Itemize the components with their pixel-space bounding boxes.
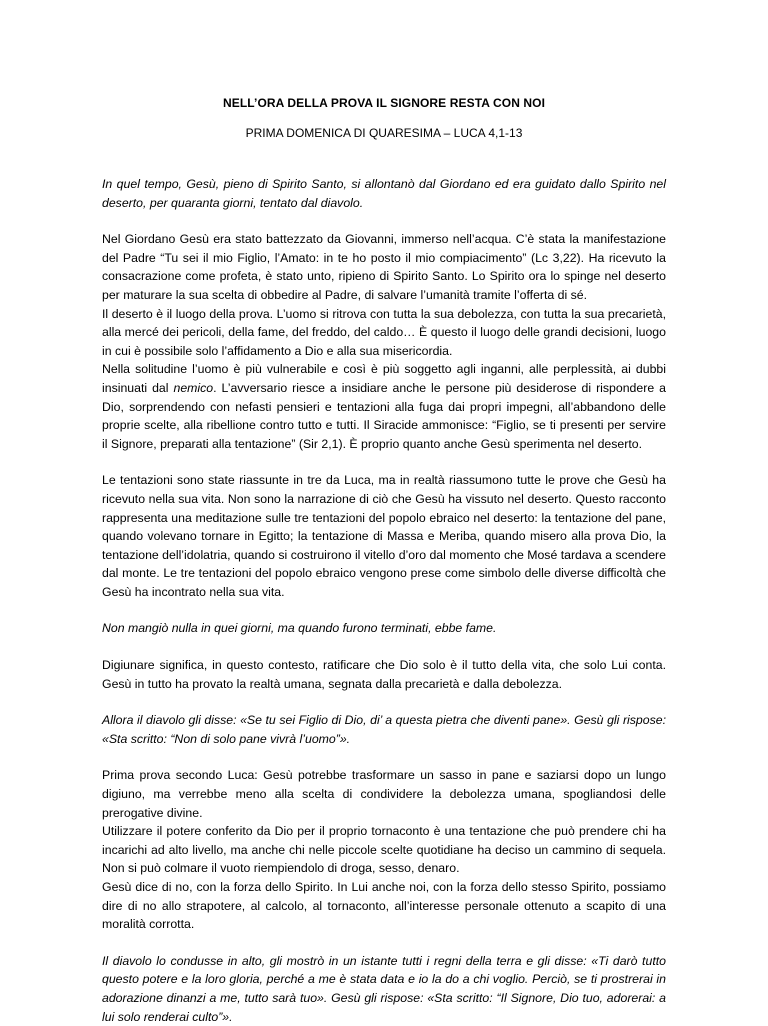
gospel-quote-3: Allora il diavolo gli disse: «Se tu sei Figlio di Dio, di’ a questa pietra che diventi pane». Gesù gli rispose: «Sta scritto: “Non di solo pane vivrà l’uomo”». [102,713,666,746]
document-subtitle: PRIMA DOMENICA DI QUARESIMA – LUCA 4,1-13 [245,126,523,140]
commentary-section-4 [102,766,666,933]
document-title: NELL’ORA DELLA PROVA IL SIGNORE RESTA CON NOI [222,96,546,110]
paragraph: Prima prova secondo Luca: Gesù potrebbe trasformare un sasso in pane e saziarsi dopo un lungo digiuno, ma verrebbe meno alla scelta di condividere la debolezza umana, spogliandosi delle prerogative divine. [102,768,666,820]
paragraph: Utilizzare il potere conferito da Dio per il proprio tornaconto è una tentazione che può prendere chi ha incarichi ad alto livello, ma anche chi nelle piccole scelte quotidiane ha deciso un cammino di sequela. Non si può colmare il vuoto riempiendolo di droga, sesso, denaro. [102,824,666,876]
paragraph: Nel Giordano Gesù era stato battezzato da Giovanni, immerso nell’acqua. C’è stata la manifestazione del Padre “Tu sei il mio Figlio, l’Amato: in te ho posto il mio compiacimento” (Lc 3,22). Ha ricevuto la consacrazione come profeta, è stato unto, ripieno di Spirito Santo. Lo Spirito ora lo spinge nel deserto per maturare la sua scelta di obbedire al Padre, di salvare l’umanità tramite l’offerta di sé. [102,232,666,302]
commentary-section-1 [102,230,666,453]
commentary-section-3: Digiunare significa, in questo contesto, ratificare che Dio solo è il tutto della vita, che solo Lui conta. Gesù in tutto ha provato la realtà umana, segnata dalla precarietà e dalla debolezza. [102,658,666,691]
text-run: Nella solitudine l’uomo è più vulnerabile e così è più soggetto agli inganni, alle perplessità, ai dubbi insinuati dal [102,362,666,395]
text-run: . L’avversario riesce a insidiare anche le persone più desiderose di rispondere a Dio, sorprendendo con nefasti pensieri e tentazioni alla fuga dai propri impegni, all’abbandono delle proprie scelte, alla ribellione contro tutto e tutti. Il Siracide ammonisce: “Figlio, se ti presenti per servire il Signore, preparati alla tentazione” (Sir 2,1). È proprio quanto anche Gesù sperimenta nel deserto. [102,380,666,451]
paragraph: Il deserto è il luogo della prova. L’uomo si ritrova con tutta la sua debolezza, con tutta la sua precarietà, alla mercé dei pericoli, della fame, del freddo, del caldo… È questo il luogo delle grandi decisioni, luogo in cui è possibile solo l’affidamento a Dio e alla sua misericordia. [102,306,666,358]
gospel-quote-4: Il diavolo lo condusse in alto, gli mostrò in un istante tutti i regni della terra e gli disse: «Ti darò tutto questo potere e la loro gloria, perché a me è stata data e io la do a chi voglio. Perciò, se ti prostrerai in adorazione dinanzi a me, tutto sarà tuo». Gesù gli rispose: «Sta scritto: “Il Signore, Dio tuo, adorerai: a lui solo renderai culto”». [102,953,666,1024]
emphasis-text: nemico [173,380,214,395]
paragraph [102,360,666,453]
paragraph: Gesù dice di no, con la forza dello Spirito. In Lui anche noi, con la forza dello stesso Spirito, possiamo dire di no allo strapotere, al calcolo, al tornaconto, all’interesse personale ottenuto a scapito di una moralità corrotta. [102,880,666,932]
gospel-quote-1: In quel tempo, Gesù, pieno di Spirito Santo, si allontanò dal Giordano ed era guidato dallo Spirito nel deserto, per quaranta giorni, tentato dal diavolo. [102,177,666,210]
gospel-quote-2: Non mangiò nulla in quei giorni, ma quando furono terminati, ebbe fame. [102,621,497,636]
commentary-section-2: Le tentazioni sono state riassunte in tre da Luca, ma in realtà riassumono tutte le prove che Gesù ha ricevuto nella sua vita. Non sono la narrazione di ciò che Gesù ha vissuto nel deserto. Questo racconto rappresenta una meditazione sulle tre tentazioni del popolo ebraico nel deserto: la tentazione del pane, quando volevano tornare in Egitto; la tentazione di Massa e Meriba, quando misero alla prova Dio, la tentazione dell’idolatria, quando si costruirono il vitello d’oro dal momento che Mosé tardava a scendere dal monte. Le tre tentazioni del popolo ebraico vengono prese come simbolo delle diverse difficoltà che Gesù ha incontrato nella sua vita. [102,473,666,599]
document-page [102,95,666,1026]
